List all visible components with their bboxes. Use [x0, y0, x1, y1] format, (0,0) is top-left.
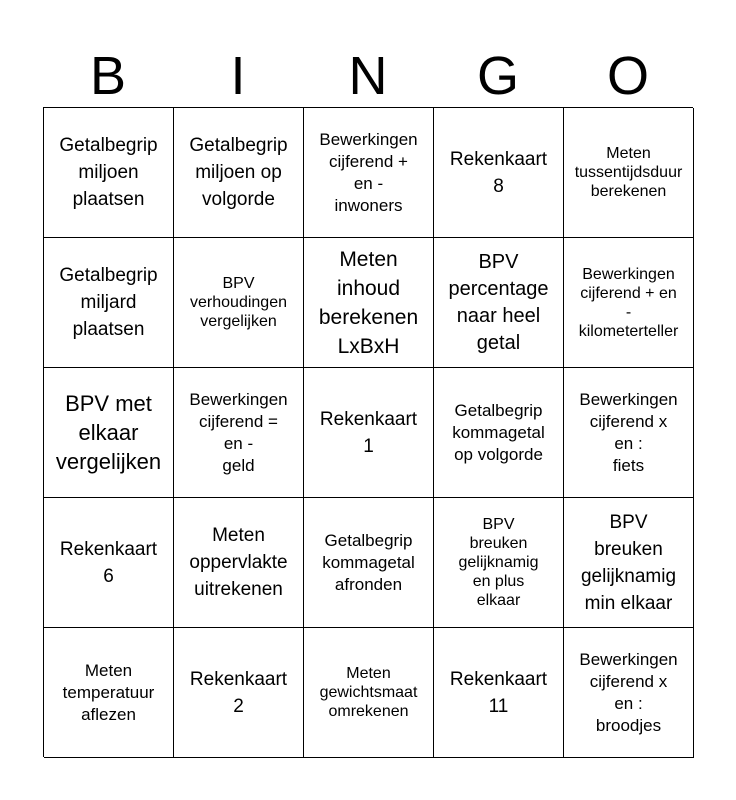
- bingo-board: [43, 107, 693, 757]
- bingo-cell[interactable]: Rekenkaart 11: [434, 628, 564, 758]
- header-letter-n: N: [348, 46, 388, 106]
- bingo-cell[interactable]: Meten tussentijdsduur berekenen: [564, 108, 694, 238]
- bingo-cell[interactable]: BPV breuken gelijknamig min elkaar: [564, 498, 694, 628]
- bingo-cell[interactable]: Bewerkingen cijferend + en - kilometerteller: [564, 238, 694, 368]
- bingo-cell[interactable]: BPV met elkaar vergelijken: [44, 368, 174, 498]
- bingo-cell[interactable]: BPV percentage naar heel getal: [434, 238, 564, 368]
- bingo-cell[interactable]: Meten inhoud berekenen LxBxH: [304, 238, 434, 368]
- bingo-cell[interactable]: BPV breuken gelijknamig en plus elkaar: [434, 498, 564, 628]
- bingo-cell[interactable]: BPV verhoudingen vergelijken: [174, 238, 304, 368]
- header-letter-o: O: [606, 46, 649, 106]
- bingo-cell[interactable]: Getalbegrip miljoen op volgorde: [174, 108, 304, 238]
- bingo-cell[interactable]: Meten temperatuur aflezen: [44, 628, 174, 758]
- header-letter-b: B: [89, 46, 127, 106]
- bingo-header: [43, 40, 693, 108]
- bingo-cell[interactable]: Bewerkingen cijferend = en - geld: [174, 368, 304, 498]
- bingo-cell[interactable]: Meten gewichtsmaat omrekenen: [304, 628, 434, 758]
- bingo-cell[interactable]: Bewerkingen cijferend x en : broodjes: [564, 628, 694, 758]
- bingo-cell[interactable]: Getalbegrip miljard plaatsen: [44, 238, 174, 368]
- bingo-cell[interactable]: Rekenkaart 6: [44, 498, 174, 628]
- bingo-cell[interactable]: Bewerkingen cijferend x en : fiets: [564, 368, 694, 498]
- bingo-cell[interactable]: Rekenkaart 8: [434, 108, 564, 238]
- bingo-cell[interactable]: Getalbegrip miljoen plaatsen: [44, 108, 174, 238]
- bingo-cell[interactable]: Getalbegrip kommagetal afronden: [304, 498, 434, 628]
- bingo-cell[interactable]: Bewerkingen cijferend + en - inwoners: [304, 108, 434, 238]
- bingo-cell[interactable]: Meten oppervlakte uitrekenen: [174, 498, 304, 628]
- bingo-cell[interactable]: Rekenkaart 2: [174, 628, 304, 758]
- header-letter-i: I: [230, 46, 246, 106]
- bingo-cell[interactable]: Rekenkaart 1: [304, 368, 434, 498]
- bingo-cell[interactable]: Getalbegrip kommagetal op volgorde: [434, 368, 564, 498]
- header-letter-g: G: [476, 46, 519, 106]
